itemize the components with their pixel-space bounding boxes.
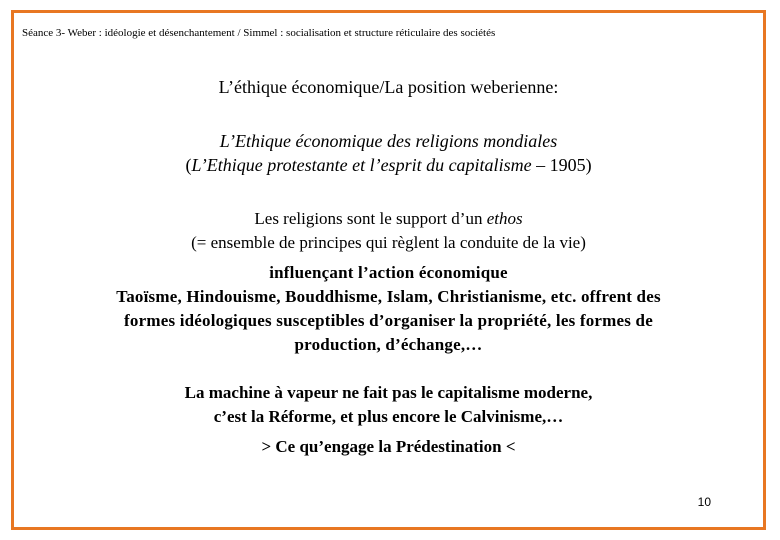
religions-line-3: formes idéologiques susceptibles d’organiser la propriété, les formes de bbox=[124, 311, 653, 330]
works-line-2-year: – 1905) bbox=[531, 155, 592, 175]
page-number: 10 bbox=[697, 495, 711, 509]
works-line-2-title: L’Ethique protestante et l’esprit du capitalisme bbox=[191, 155, 532, 175]
ethos-line-1 bbox=[14, 207, 763, 231]
paragraph-ethos bbox=[14, 207, 763, 255]
reforme-line-1: La machine à vapeur ne fait pas le capitalisme moderne, bbox=[184, 383, 593, 402]
paragraph-predestination: > Ce qu’engage la Prédestination < bbox=[261, 437, 516, 456]
religions-line-4: production, d’échange,… bbox=[294, 335, 483, 354]
works-line-2 bbox=[14, 153, 763, 177]
reforme-line-2: c’est la Réforme, et plus encore le Calvinisme,… bbox=[213, 407, 564, 426]
slide-title: L’éthique économique/La position weberienne: bbox=[218, 77, 559, 97]
religions-line-2: Taoïsme, Hindouisme, Bouddhisme, Islam, Christianisme, etc. offrent des bbox=[116, 287, 661, 306]
slide-header: Séance 3- Weber : idéologie et désenchantement / Simmel : socialisation et structure réticulaire des sociétés bbox=[22, 27, 496, 39]
ethos-line-2: (= ensemble de principes qui règlent la conduite de la vie) bbox=[191, 233, 586, 252]
paragraph-religions bbox=[14, 261, 763, 357]
religions-line-1: influençant l’action économique bbox=[269, 263, 508, 282]
slide-frame bbox=[11, 10, 766, 530]
works-reference bbox=[14, 129, 763, 177]
ethos-line-1-text: Les religions sont le support d’un bbox=[254, 209, 487, 228]
paragraph-reforme bbox=[14, 381, 763, 429]
works-line-1: L’Ethique économique des religions mondiales bbox=[219, 131, 558, 151]
works-line-2-open: ( bbox=[185, 155, 192, 175]
ethos-term: ethos bbox=[486, 209, 523, 228]
